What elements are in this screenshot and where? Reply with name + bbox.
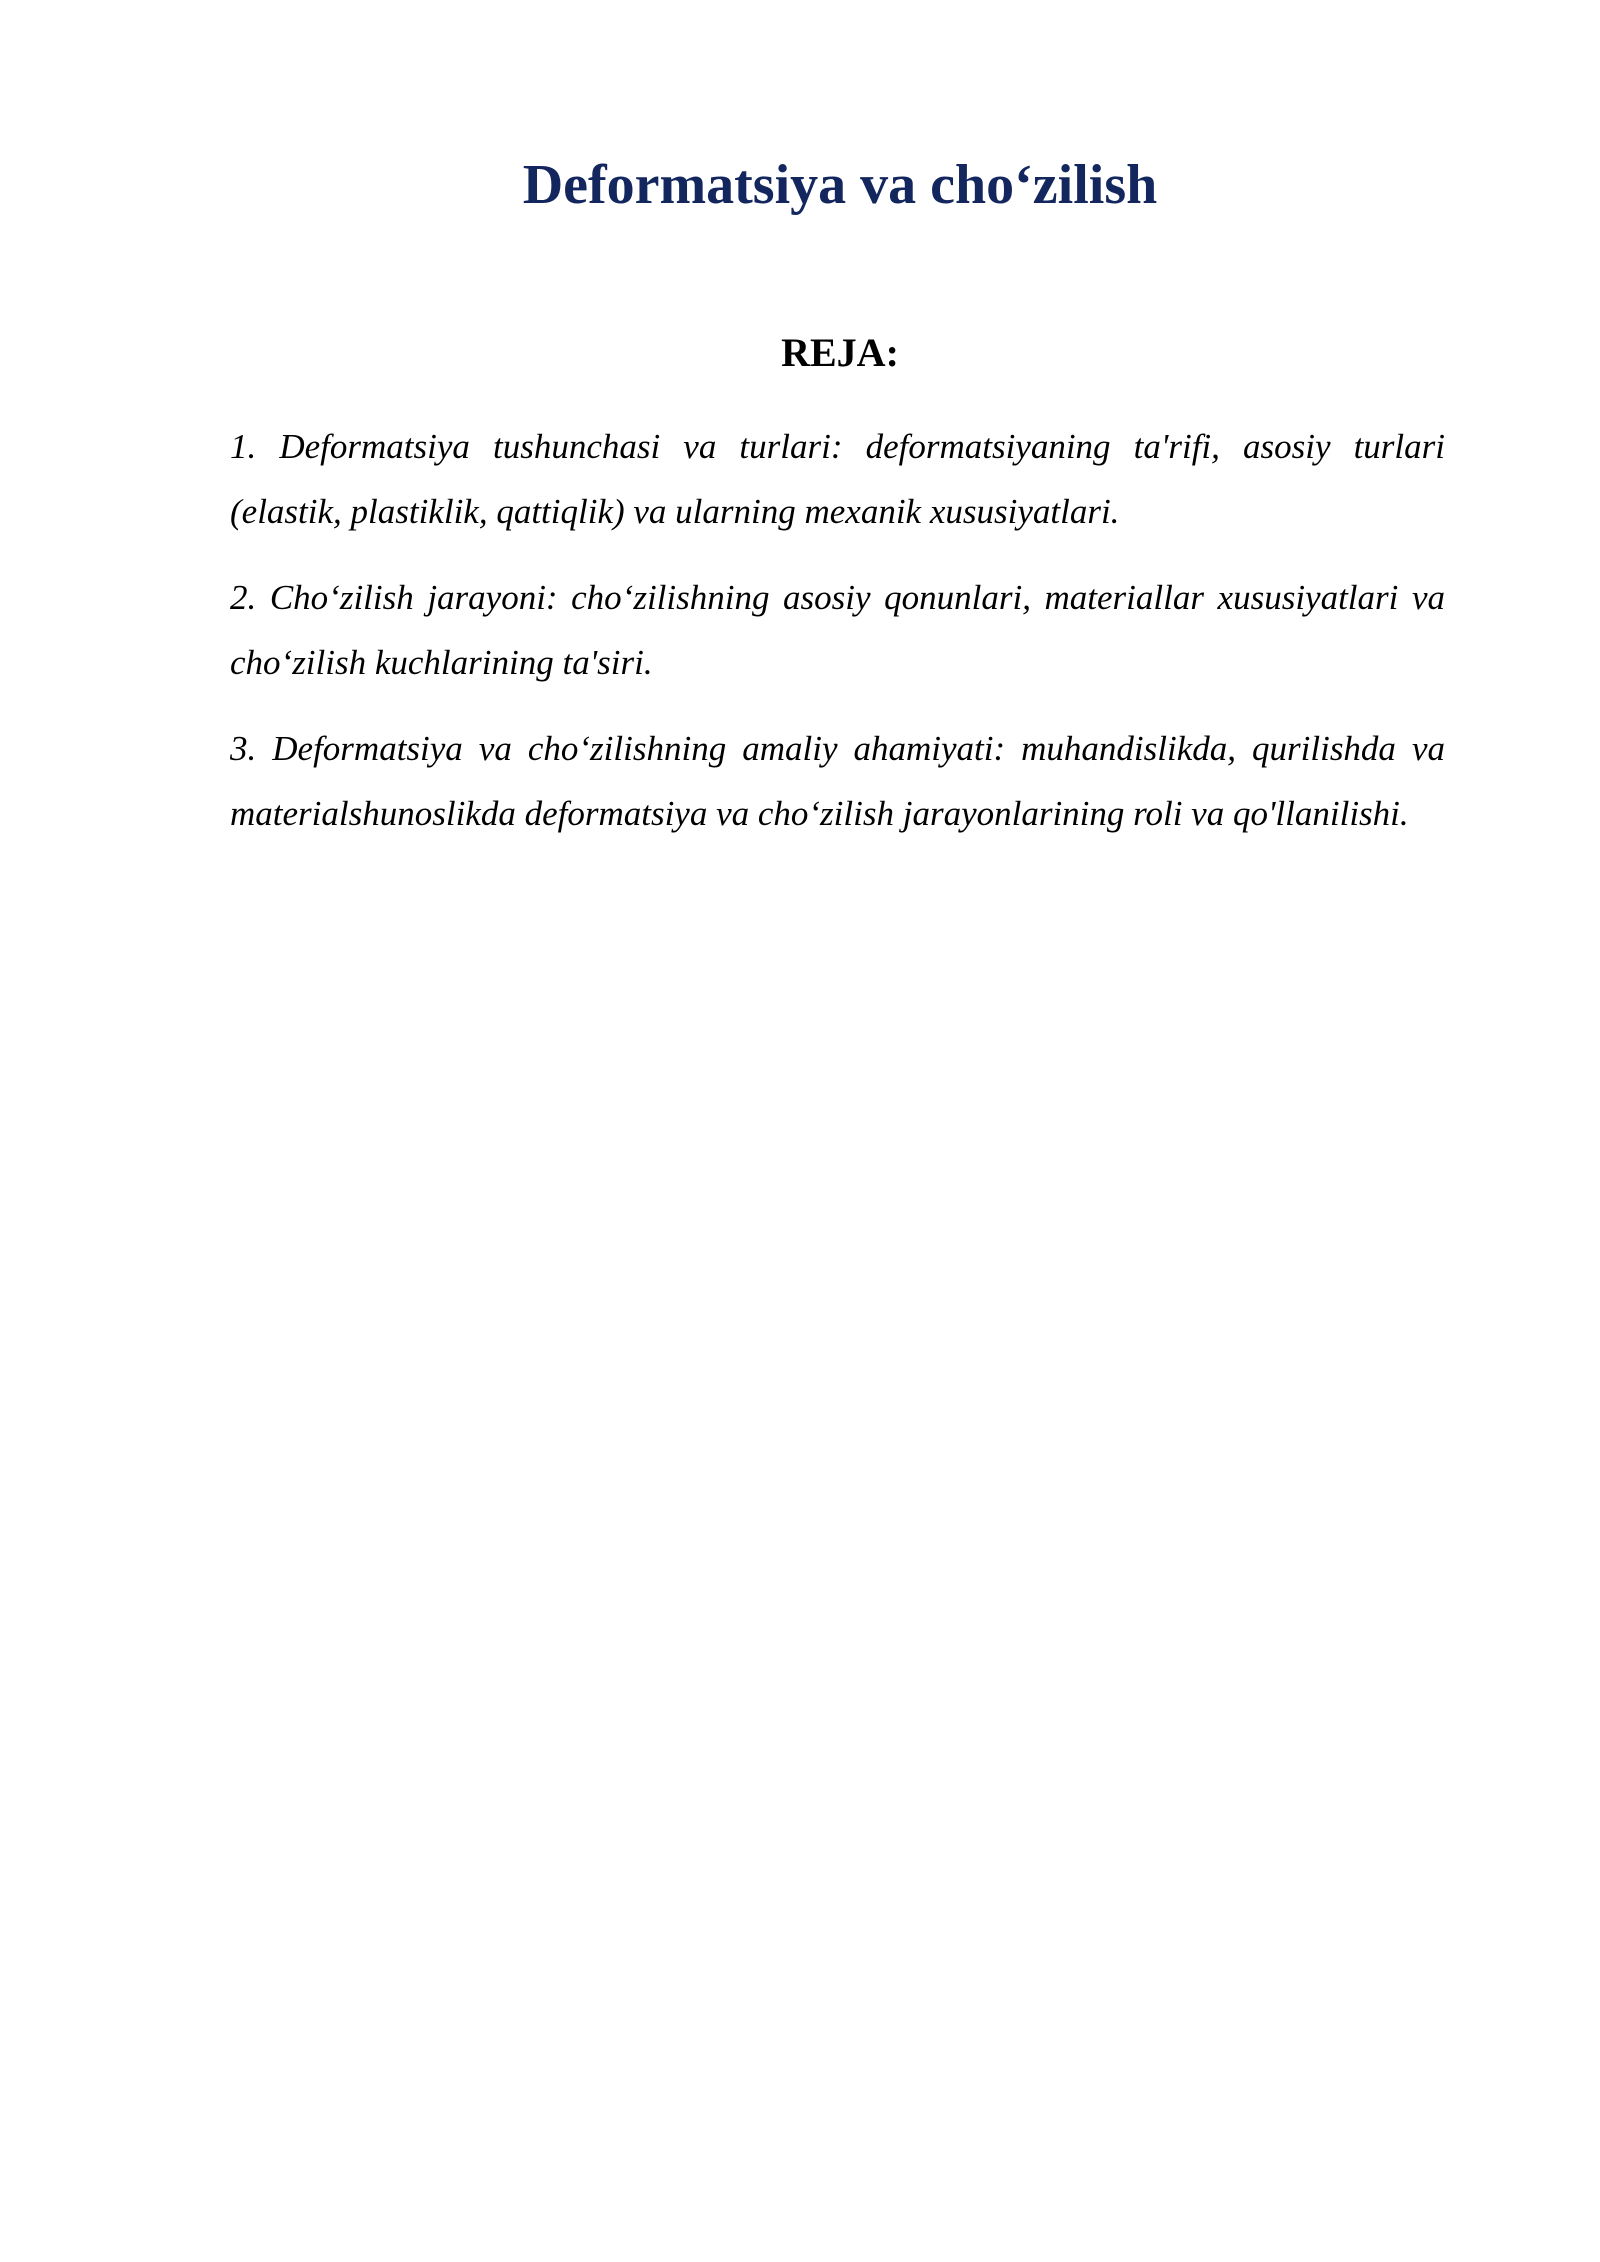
plan-item-2: 2. Cho‘zilish jarayoni: cho‘zilishning asosiy qonunlari, materiallar xususiyatlari va cho‘zilish kuchlarining ta'siri. <box>230 578 1445 682</box>
plan-item-1: 1. Deformatsiya tushunchasi va turlari: deformatsiyaning ta'rifi, asosiy turlari (elastik, plastiklik, qattiqlik) va ularning mexanik xususiyatlari. <box>230 427 1445 531</box>
document-title: Deformatsiya va cho‘zilish <box>522 154 1158 216</box>
plan-list <box>230 414 1445 867</box>
plan-item-3: 3. Deformatsiya va cho‘zilishning amaliy ahamiyati: muhandislikda, qurilishda va materialshunoslikda deformatsiya va cho‘zilish jarayonlarining roli va qo'llanilishi. <box>230 729 1445 833</box>
plan-heading: REJA: <box>781 330 899 375</box>
